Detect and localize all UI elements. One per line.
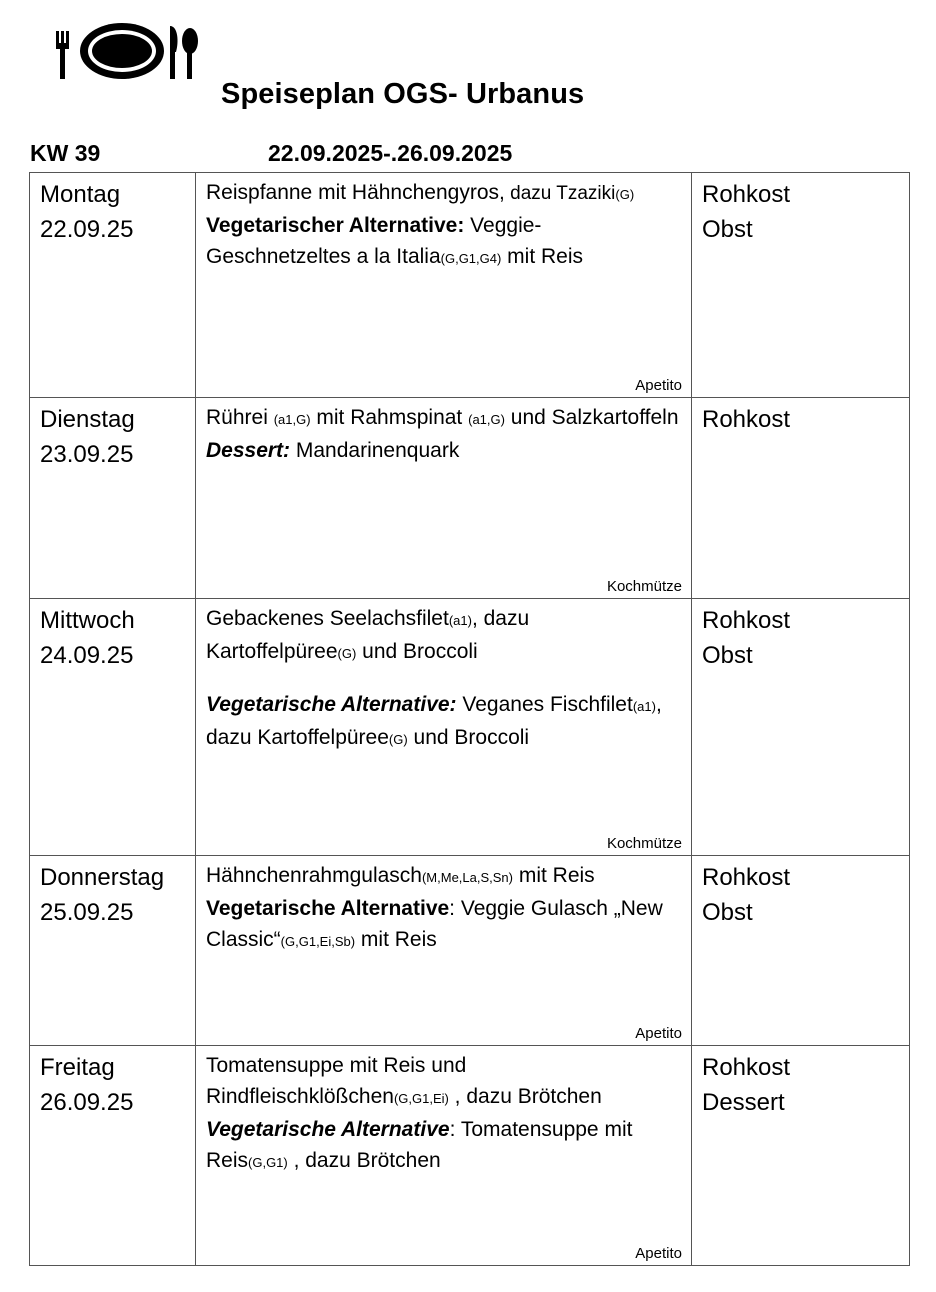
main-dish: Rührei (a1,G) mit Rahmspinat (a1,G) und Salzkartoffeln: [206, 406, 679, 429]
vegetarian-alternative: Vegetarischer Alternative: Veggie-Geschnetzeltes a la Italia(G,G1,G4) mit Reis: [206, 214, 584, 268]
table-row: [30, 173, 910, 398]
supplier-label: Kochmütze: [606, 578, 682, 595]
main-dish: Gebackenes Seelachsfilet(a1), dazu Kartoffelpüree(G) und Broccoli: [206, 607, 530, 663]
main-dish: Reispfanne mit Hähnchengyros, dazu Tzaziki(G): [206, 181, 635, 204]
sides-cell: [692, 173, 910, 398]
vegetarian-alternative: Vegetarische Alternative: Veganes Fischfilet(a1), dazu Kartoffelpüree(G) und Broccoli: [206, 693, 662, 749]
day-name: Mittwoch: [40, 607, 135, 634]
side-item: Obst: [702, 642, 753, 669]
supplier-label: Apetito: [635, 1025, 682, 1042]
meal-cell: [196, 173, 692, 398]
day-cell: [30, 398, 196, 599]
meal-cell: [196, 398, 692, 599]
dessert: Dessert: Mandarinenquark: [206, 439, 460, 462]
day-date: 22.09.25: [40, 216, 134, 243]
day-name: Dienstag: [40, 406, 135, 433]
sides-cell: [692, 398, 910, 599]
day-cell: [30, 1046, 196, 1266]
side-item: Rohkost: [702, 406, 791, 433]
week-number: KW 39: [30, 140, 101, 166]
day-cell: [30, 856, 196, 1046]
side-item: Rohkost: [702, 1054, 791, 1081]
sides-cell: [692, 856, 910, 1046]
supplier-label: Apetito: [635, 377, 682, 394]
day-cell: [30, 599, 196, 856]
side-item: Rohkost: [702, 864, 791, 891]
meal-cell: [196, 856, 692, 1046]
vegetarian-alternative: Vegetarische Alternative: Veggie Gulasch „New Classic“(G,G1,Ei,Sb) mit Reis: [206, 897, 663, 951]
menu-table: [29, 172, 910, 1266]
date-range: 22.09.2025-.26.09.2025: [268, 140, 513, 166]
side-item: Rohkost: [702, 181, 791, 208]
day-date: 25.09.25: [40, 899, 134, 926]
sides-cell: [692, 1046, 910, 1266]
meal-cell: [196, 1046, 692, 1266]
side-item: Obst: [702, 216, 753, 243]
day-cell: [30, 173, 196, 398]
page-title: Speiseplan OGS- Urbanus: [221, 78, 585, 110]
vegetarian-alternative: Vegetarische Alternative: Tomatensuppe mit Reis(G,G1) , dazu Brötchen: [206, 1118, 633, 1172]
supplier-label: Kochmütze: [606, 835, 682, 852]
side-item: Rohkost: [702, 607, 791, 634]
table-row: [30, 1046, 910, 1266]
main-dish: Tomatensuppe mit Reis und Rindfleischklößchen(G,G1,Ei) , dazu Brötchen: [206, 1054, 602, 1108]
table-row: [30, 856, 910, 1046]
side-item: Obst: [702, 899, 753, 926]
day-date: 23.09.25: [40, 441, 134, 468]
day-name: Freitag: [40, 1054, 115, 1081]
day-date: 26.09.25: [40, 1089, 134, 1116]
table-row: [30, 599, 910, 856]
side-item: Dessert: [702, 1089, 785, 1116]
meal-cell: [196, 599, 692, 856]
sides-cell: [692, 599, 910, 856]
table-row: [30, 398, 910, 599]
day-name: Donnerstag: [40, 864, 165, 891]
main-dish: Hähnchenrahmgulasch(M,Me,La,S,Sn) mit Reis: [206, 864, 595, 887]
cutlery-plate-icon: [52, 22, 202, 82]
day-name: Montag: [40, 181, 121, 208]
supplier-label: Apetito: [635, 1245, 682, 1262]
day-date: 24.09.25: [40, 642, 134, 669]
